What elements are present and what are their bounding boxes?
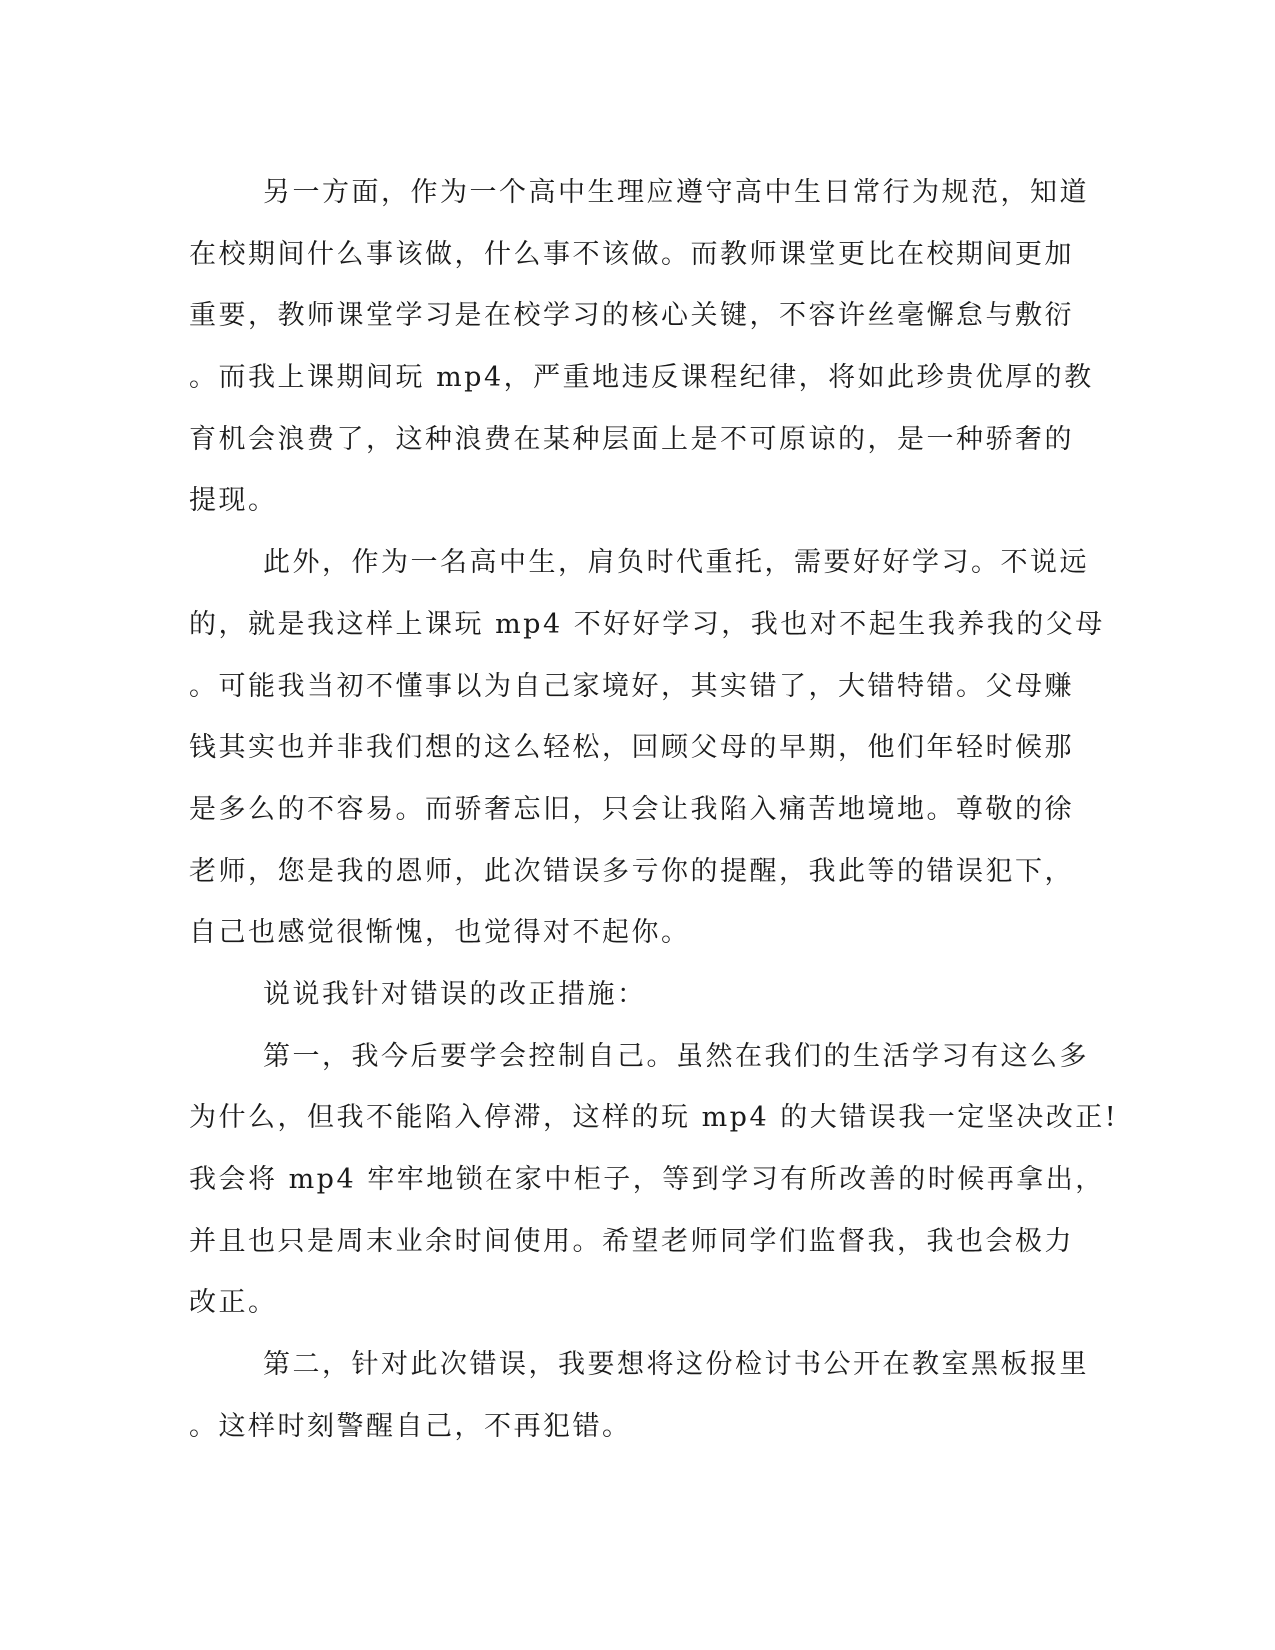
text-line: 为什么，但我不能陷入停滞，这样的玩 mp4 的大错误我一定坚决改正! <box>189 1102 1119 1134</box>
text-line: 第二，针对此次错误，我要想将这份检讨书公开在教室黑板报里 <box>263 1349 1089 1381</box>
document-body <box>189 162 1119 1457</box>
text-line: 钱其实也并非我们想的这么轻松，回顾父母的早期，他们年轻时候那 <box>189 732 1074 764</box>
text-line: 我会将 mp4 牢牢地锁在家中柜子，等到学习有所改善的时候再拿出， <box>189 1164 1105 1195</box>
text-line: 育机会浪费了，这种浪费在某种层面上是不可原谅的，是一种骄奢的 <box>189 423 1074 455</box>
text-line: 并且也只是周末业余时间使用。希望老师同学们监督我，我也会极力 <box>189 1225 1074 1257</box>
paragraph-3 <box>189 964 1079 1026</box>
paragraph-2 <box>189 532 1105 964</box>
text-line: 另一方面，作为一个高中生理应遵守高中生日常行为规范，知道 <box>263 177 1089 208</box>
paragraph-5 <box>189 1334 1089 1457</box>
text-line: 改正。 <box>189 1287 278 1319</box>
text-line: 自己也感觉很惭愧，也觉得对不起你。 <box>189 917 691 949</box>
text-line: 的，就是我这样上课玩 mp4 不好好学习，我也对不起生我养我的父母 <box>189 608 1105 640</box>
text-line: 。这样时刻警醒自己，不再犯错。 <box>189 1410 632 1442</box>
paragraph-1 <box>189 162 1094 532</box>
text-line: 在校期间什么事该做，什么事不该做。而教师课堂更比在校期间更加 <box>189 238 1074 270</box>
text-line: 提现。 <box>189 485 278 517</box>
text-line: 。可能我当初不懂事以为自己家境好，其实错了，大错特错。父母赚 <box>189 670 1074 702</box>
text-line: 老师，您是我的恩师，此次错误多亏你的提醒，我此等的错误犯下， <box>189 855 1074 887</box>
text-line: 此外，作为一名高中生，肩负时代重托，需要好好学习。不说远 <box>263 547 1089 579</box>
text-line: 。而我上课期间玩 mp4，严重地违反课程纪律，将如此珍贵优厚的教 <box>189 362 1094 394</box>
text-line: 是多么的不容易。而骄奢忘旧，只会让我陷入痛苦地境地。尊敬的徐 <box>189 793 1074 825</box>
text-line: 说说我针对错误的改正措施： <box>263 978 647 1010</box>
text-line: 重要，教师课堂学习是在校学习的核心关键，不容许丝毫懈怠与敷衍 <box>189 300 1074 332</box>
text-line: 第一，我今后要学会控制自己。虽然在我们的生活学习有这么多 <box>263 1040 1089 1072</box>
paragraph-4 <box>189 1026 1119 1334</box>
